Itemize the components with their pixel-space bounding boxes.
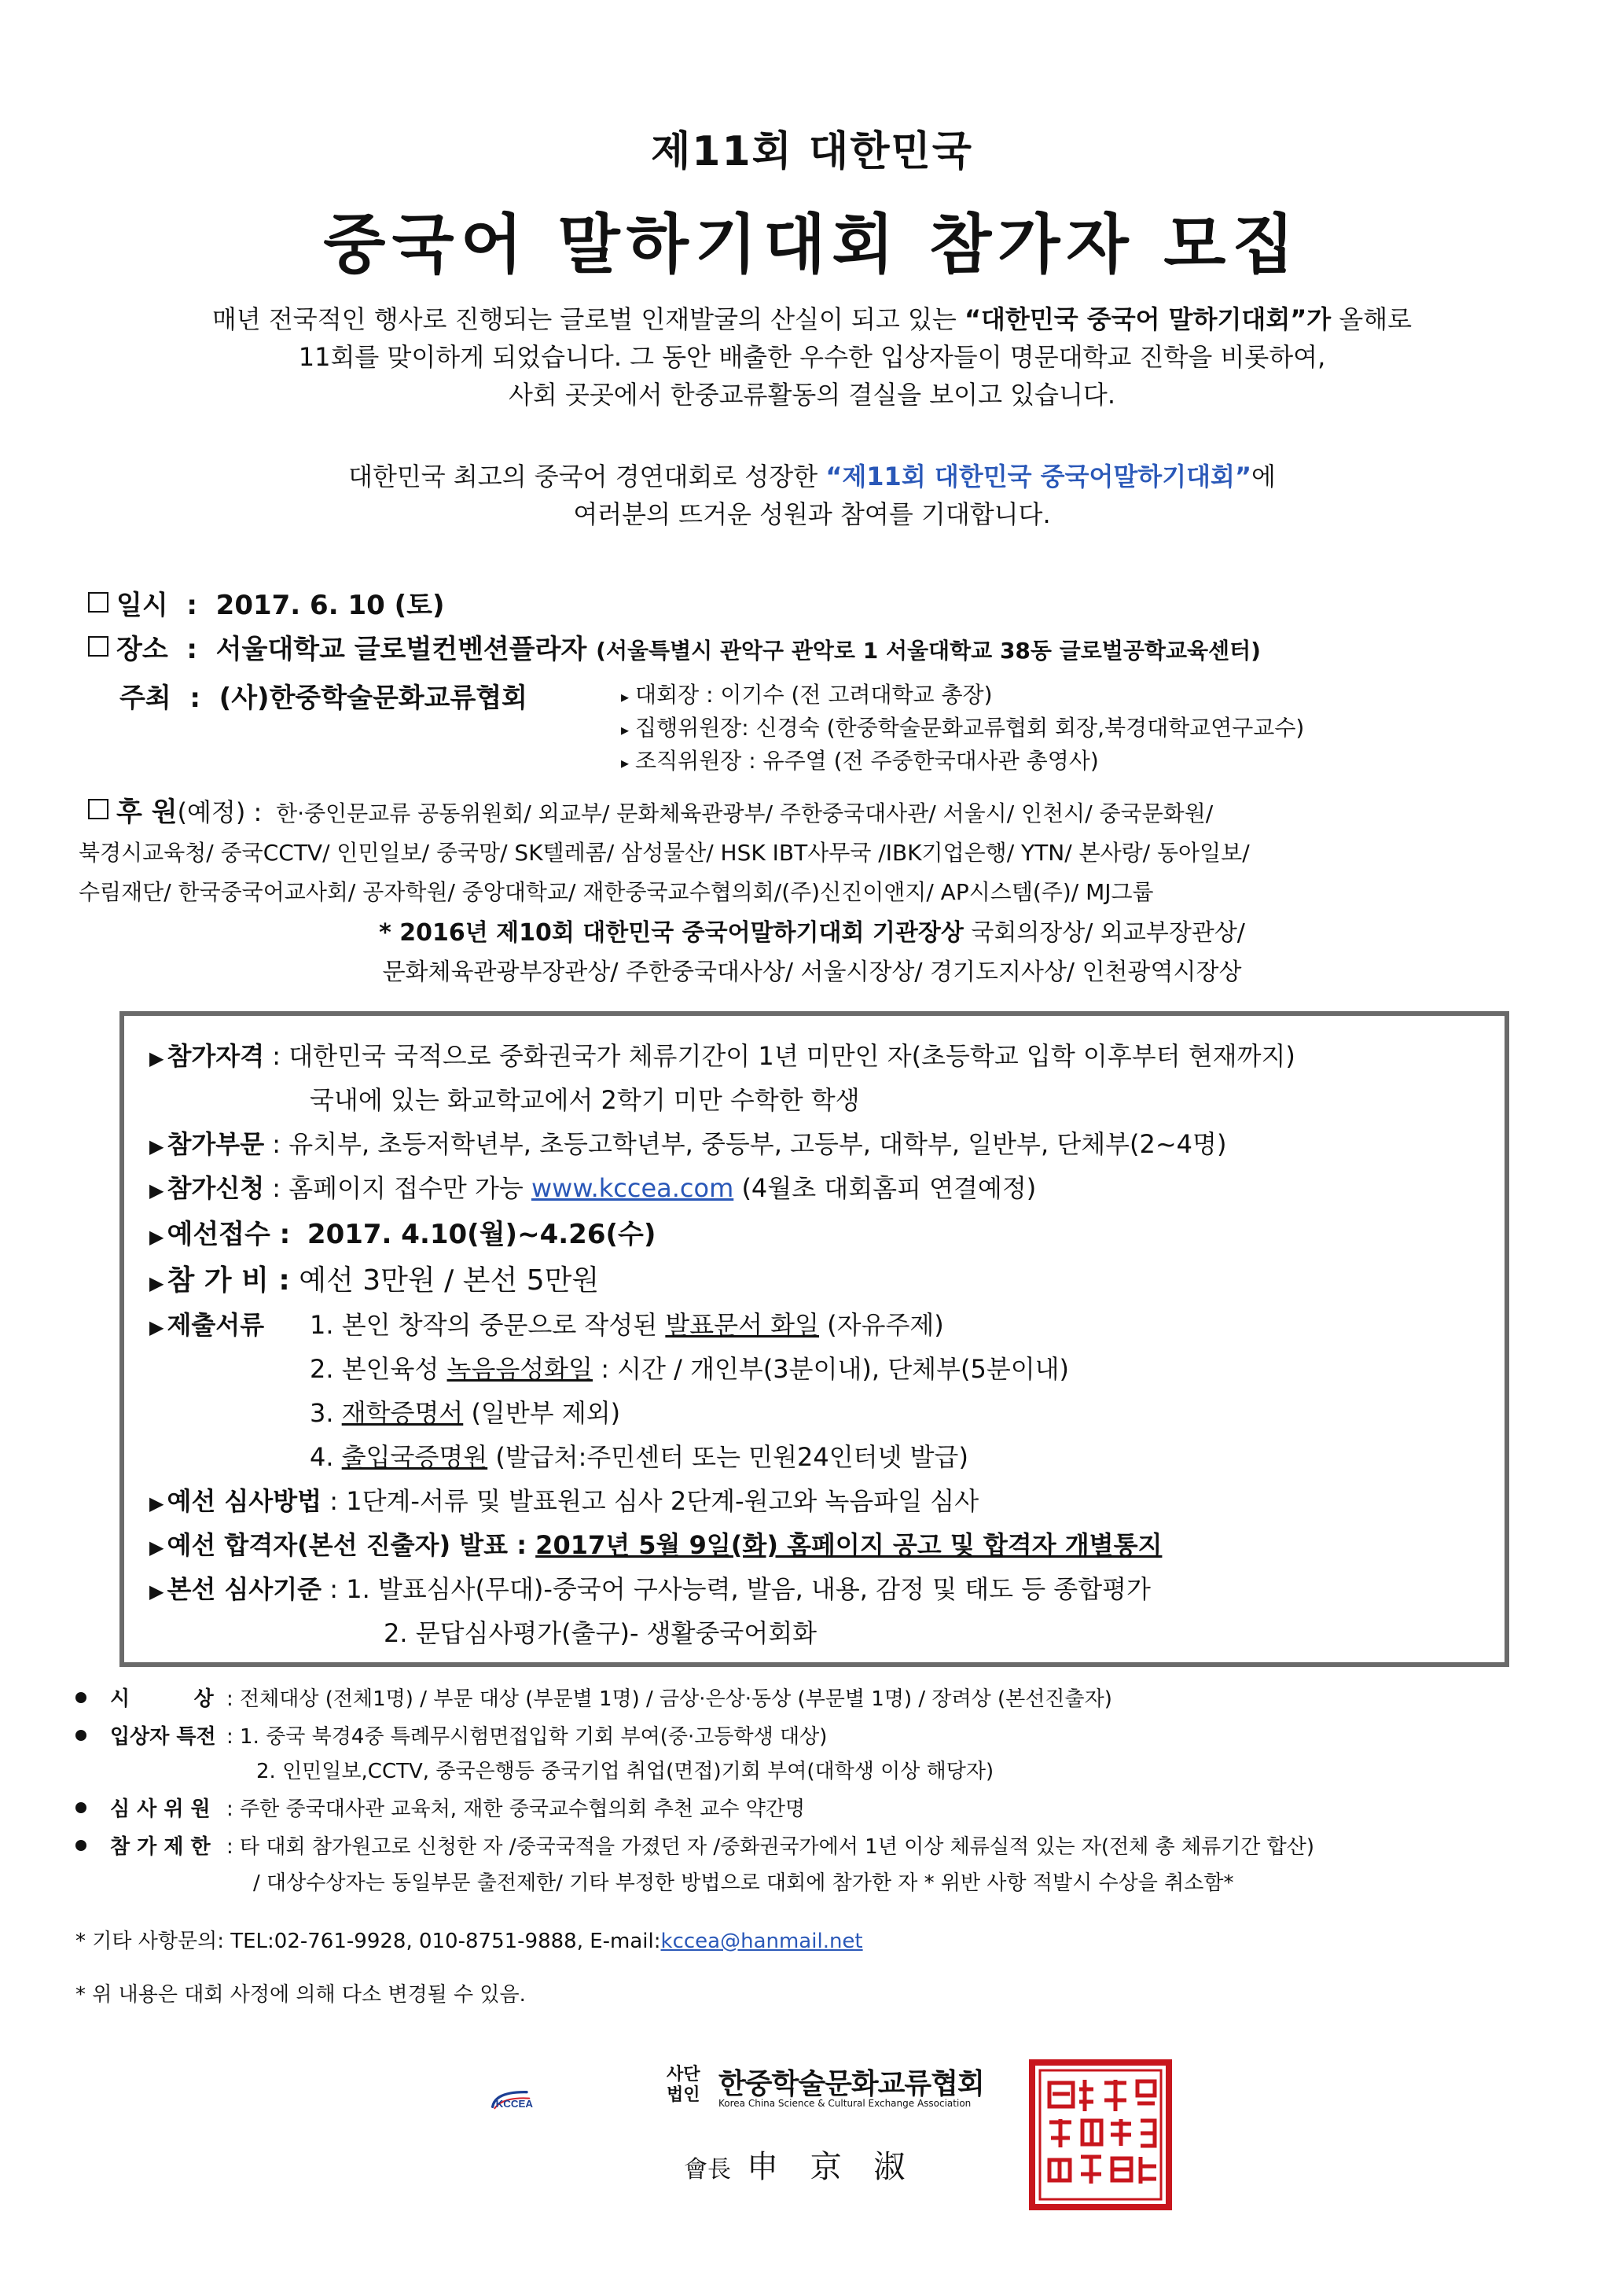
- intro-contest-name: “대한민국 중국어 말하기대회”가: [964, 304, 1332, 334]
- doc-item: 1. 본인 창작의 중문으로 작성된 발표문서 화일 (자유주제): [310, 1310, 944, 1340]
- invitation-contest-name: “제11회 대한민국 중국어말하기대회”: [825, 462, 1251, 491]
- prelim-value: 2017. 4.10(월)~4.26(수): [307, 1219, 656, 1250]
- apply-label: 참가신청: [167, 1173, 265, 1203]
- docs-label: 제출서류: [167, 1310, 265, 1340]
- previous-award-note: [0, 914, 1624, 992]
- fee-value: 예선 3만원 / 본선 5만원: [289, 1264, 600, 1297]
- intro-text: 매년 전국적인 행사로 진행되는 글로벌 인재발굴의 산실이 되고 있는: [211, 304, 964, 334]
- note-restrictions: 참 가 제 한 : 타 대회 참가원고로 신청한 자 /중국국적을 가졌던 자 /중화권국가에서 1년 이상 체류실적 있는 자(전체 총 체류기간 합산): [75, 1831, 1314, 1860]
- arrow-right-icon: ▶: [149, 1047, 164, 1069]
- arrow-right-icon: ▶: [149, 1226, 164, 1248]
- prelim-method-value: : 1단계-서류 및 발표원고 심사 2단계-원고와 녹음파일 심사: [321, 1486, 979, 1516]
- org-prefix: 사단: [667, 2065, 700, 2084]
- final-criteria-value: : 1. 발표심사(무대)-중국어 구사능력, 발음, 내용, 감정 및 태도 등 종합평가: [321, 1574, 1151, 1604]
- note-label: 시 상: [110, 1687, 214, 1711]
- event-date: 일시 : 2017. 6. 10 (토): [88, 583, 445, 622]
- award-list: 국회의장상/ 외교부장관상/: [963, 919, 1245, 947]
- org-prefix: 법인: [667, 2085, 700, 2105]
- note-benefit-2: 2. 인민일보,CCTV, 중국은행등 중국기업 취업(면접)기회 부여(대학생 이상 해당자): [256, 1760, 994, 1783]
- sponsor-list: 한·중인문교류 공동위원회/ 외교부/ 문화체육관광부/ 주한중국대사관/ 서울시/ 인천시/ 중국문화원/: [276, 800, 1214, 826]
- venue-label: 장소: [116, 634, 168, 665]
- arrow-right-icon: ▶: [149, 1492, 164, 1514]
- organizer-item: ▸ 조직위원장 : 유주열 (전 주중한국대사관 총영사): [621, 748, 1099, 774]
- application-details-box: [119, 1011, 1509, 1667]
- triangle-right-icon: ▸: [621, 720, 630, 739]
- event-host: 주최 : (사)한중학술문화교류협회: [119, 683, 528, 714]
- kccea-logo: [487, 2060, 660, 2139]
- prelim-method-label: 예선 심사방법: [167, 1486, 322, 1516]
- triangle-right-icon: ▸: [621, 687, 630, 706]
- organizer-item: ▸ 대회장 : 이기수 (전 고려대학교 총장): [621, 682, 993, 708]
- chair-signature: [684, 2142, 916, 2187]
- bullet-icon: [75, 1802, 86, 1813]
- official-seal-icon: [1026, 2056, 1175, 2213]
- page-title: 중국어 말하기대회 참가자 모집: [323, 208, 1301, 282]
- fee-label: 참 가 비 :: [167, 1264, 290, 1297]
- invitation-text: 에: [1251, 462, 1276, 491]
- organizer-item: ▸ 집행위원장: 신경숙 (한중학술문화교류협회 회장,북경대학교연구교수): [621, 715, 1305, 741]
- venue-value: 서울대학교 글로벌컨벤션플라자: [215, 634, 597, 665]
- arrow-right-icon: ▶: [149, 1135, 164, 1157]
- email-link[interactable]: kccea@hanmail.net: [660, 1930, 863, 1953]
- final-criteria-row-2: 2. 문답심사평가(출구)- 생활중국어회화: [384, 1618, 818, 1648]
- prelim-method-row: [149, 1481, 979, 1518]
- triangle-right-icon: ▸: [621, 753, 630, 772]
- prelim-row: [149, 1212, 656, 1251]
- intro-text: 사회 곳곳에서 한중교류활동의 결실을 보이고 있습니다.: [508, 380, 1115, 410]
- chair-title: 會長: [684, 2156, 731, 2184]
- award-list: 문화체육관광부장관상/ 주한중국대사상/ 서울시장상/ 경기도지사상/ 인천광역시장상: [382, 959, 1242, 986]
- award-heading: * 2016년 제10회 대한민국 중국어말하기대회 기관장상: [379, 919, 964, 947]
- date-label: 일시: [116, 590, 168, 621]
- intro-text: 11회를 맞이하게 되었습니다. 그 동안 배출한 우수한 입상자들이 명문대학교 진학을 비롯하여,: [298, 342, 1326, 372]
- org-name: 한중학술문화교류협회: [718, 2068, 984, 2100]
- division-value: : 유치부, 초등저학년부, 초등고학년부, 중등부, 고등부, 대학부, 일반부, 단체부(2~4명): [264, 1129, 1227, 1159]
- eligibility-row: [149, 1036, 1295, 1073]
- page-subtitle: 제11회 대한민국: [651, 128, 973, 175]
- division-row: [149, 1124, 1226, 1161]
- org-name-en: Korea China Science & Cultural Exchange Association: [718, 2098, 972, 2109]
- sponsor-label: 후 원: [116, 797, 178, 828]
- eligibility-label: 참가자격: [167, 1041, 265, 1071]
- doc-item: 4. 출입국증명원 (발급처:주민센터 또는 민원24인터넷 발급): [310, 1442, 968, 1472]
- eligibility-row-2: 국내에 있는 화교학교에서 2학기 미만 수학한 학생: [310, 1085, 860, 1115]
- note-label: 입상자 특전: [110, 1725, 216, 1749]
- division-label: 참가부문: [167, 1129, 265, 1159]
- intro-paragraph: [79, 300, 1545, 414]
- note-prize: 시 상 : 전체대상 (전체1명) / 부문 대상 (부문별 1명) / 금상·은상·동상 (부문별 1명) / 장려상 (본선진출자): [75, 1683, 1112, 1712]
- final-criteria-row: [149, 1569, 1151, 1606]
- arrow-right-icon: ▶: [149, 1580, 164, 1602]
- apply-row: ▶ 참가신청 : 홈페이지 접수만 가능 www.kccea.com (4월초 대회홈피 연결예정): [149, 1173, 1037, 1203]
- sponsor-list: 수림재단/ 한국중국어교사회/ 공자학원/ 중앙대학교/ 재한중국교수협의회/(주)신진이앤지/ AP시스템(주)/ MJ그룹: [79, 879, 1154, 905]
- chair-name: 申 京 淑: [747, 2149, 917, 2185]
- prelim-label: 예선접수 :: [167, 1219, 291, 1250]
- note-label: 참 가 제 한: [110, 1835, 211, 1859]
- change-notice: * 위 내용은 대회 사정에 의해 다소 변경될 수 있음.: [75, 1983, 526, 2007]
- checkbox-square-icon: [88, 636, 108, 657]
- arrow-right-icon: ▶: [149, 1316, 164, 1338]
- note-benefit: 입상자 특전 : 1. 중국 북경4중 특례무시험면접입학 기회 부여(중·고등학생 대상): [75, 1720, 827, 1750]
- venue-detail: (서울특별시 관악구 관악로 1 서울대학교 38동 글로벌공학교육센터): [596, 638, 1261, 664]
- arrow-right-icon: ▶: [149, 1179, 164, 1201]
- bullet-icon: [75, 1840, 86, 1851]
- checkbox-square-icon: [88, 799, 108, 819]
- date-value: 2017. 6. 10 (토): [215, 590, 445, 621]
- arrow-right-icon: ▶: [149, 1536, 164, 1558]
- bullet-icon: [75, 1692, 86, 1703]
- announce-value: 2017년 5월 9일(화) 홈페이지 공고 및 합격자 개별통지: [535, 1530, 1163, 1560]
- note-label: 심 사 위 원: [110, 1797, 211, 1821]
- checkbox-square-icon: [88, 592, 108, 613]
- event-venue: 장소 : 서울대학교 글로벌컨벤션플라자 (서울특별시 관악구 관악로 1 서울대학교 38동 글로벌공학교육센터): [88, 627, 1261, 666]
- invitation-paragraph: [79, 458, 1545, 533]
- logo-text: KCCEA: [495, 2098, 534, 2110]
- note-judges: 심 사 위 원 : 주한 중국대사관 교육처, 재한 중국교수협의회 추천 교수 약간명: [75, 1793, 805, 1822]
- host-label: 주최: [119, 683, 171, 714]
- docs-row: [149, 1305, 264, 1341]
- sponsor-note: (예정) :: [177, 797, 263, 827]
- invitation-text: 여러분의 뜨거운 성원과 참여를 기대합니다.: [573, 499, 1051, 529]
- sponsor-list: 북경시교육청/ 중국CCTV/ 인민일보/ 중국망/ SK텔레콤/ 삼성물산/ HSK IBT사무국 /IBK기업은행/ YTN/ 본사랑/ 동아일보/: [79, 840, 1250, 866]
- final-criteria-label: 본선 심사기준: [167, 1574, 322, 1604]
- contact-line: * 기타 사항문의: TEL:02-761-9928, 010-8751-9888, E-mail:kccea@hanmail.net: [75, 1930, 863, 1953]
- eligibility-value: : 대한민국 국적으로 중화권국가 체류기간이 1년 미만인 자(초등학교 입학 이후부터 현재까지): [264, 1041, 1295, 1071]
- intro-text: 올해로: [1331, 304, 1413, 334]
- note-restrictions-2: / 대상수상자는 동일부문 출전제한/ 기타 부정한 방법으로 대회에 참가한 자 * 위반 사항 적발시 수상을 취소함*: [253, 1871, 1234, 1895]
- host-value: (사)한중학술문화교류협회: [219, 683, 528, 714]
- doc-item: 3. 재학증명서 (일반부 제외): [310, 1398, 621, 1428]
- homepage-link[interactable]: www.kccea.com: [531, 1173, 734, 1203]
- invitation-text: 대한민국 최고의 중국어 경연대회로 성장한: [348, 462, 826, 491]
- bullet-icon: [75, 1730, 86, 1741]
- organizer-list: [621, 679, 1304, 778]
- fee-row: [149, 1258, 599, 1298]
- announce-row: [149, 1525, 1162, 1562]
- arrow-right-icon: ▶: [149, 1272, 164, 1294]
- sponsor-section: [79, 793, 1556, 912]
- doc-item: 2. 본인육성 녹음음성화일 : 시간 / 개인부(3분이내), 단체부(5분이내): [310, 1354, 1070, 1384]
- announce-label: 예선 합격자(본선 진출자) 발표 :: [167, 1530, 536, 1560]
